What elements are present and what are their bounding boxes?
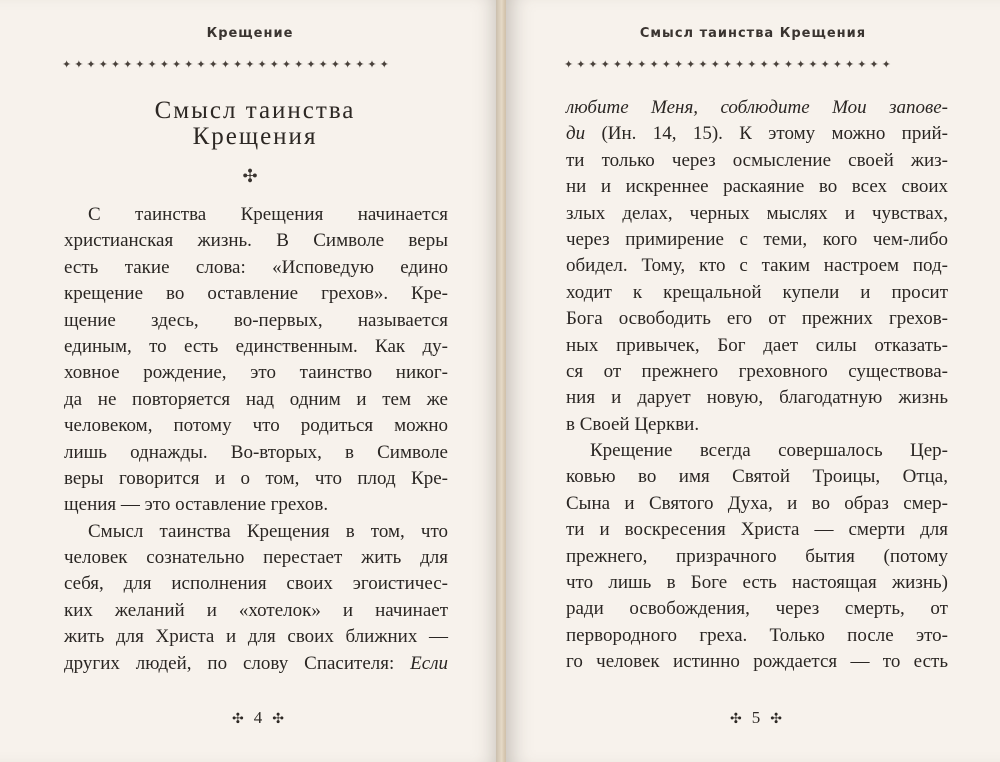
text-line-segment: других людей, по слову Спасителя:: [64, 652, 411, 674]
text-line: ховное рождение, это таинство никог-: [64, 362, 448, 384]
left-running-head: Крещение: [206, 26, 294, 41]
text-line-segment: (Ин. 14, 15). К этому можно прий-: [585, 123, 948, 145]
text-line: ходит к крещальной купели и просит: [566, 281, 948, 303]
text-line: человек сознательно перестает жить для: [64, 547, 448, 569]
text-line: жить для Христа и для своих ближних —: [64, 626, 448, 648]
text-line: есть такие слова: «Исповедую едино: [64, 256, 448, 278]
text-line: единым, то есть единственным. Как ду-: [64, 335, 448, 357]
text-line: лишь однажды. Во-вторых, в Символе: [64, 441, 448, 463]
text-line: ни и искреннее раскаяние во всех своих: [566, 176, 948, 198]
text-line: ких желаний и «хотелок» и начинает: [64, 599, 448, 621]
italic-quote-word: Если: [410, 652, 448, 674]
text-line: прежнего, призрачного бытия (потому: [566, 545, 948, 567]
right-page-text: [566, 95, 948, 676]
text-line: Смысл таинства Крещения в том, что: [88, 520, 448, 542]
italic-quote-word: ди: [566, 123, 586, 145]
text-line: через примирение с теми, кого чем-либо: [566, 228, 948, 250]
italic-quote-line: любите Меня, соблюдите Мои запове-: [566, 97, 948, 118]
text-line: первородного греха. Только после это-: [566, 624, 948, 646]
text-line: в Своей Церкви.: [566, 413, 700, 435]
folio-ornament-icon: ✣: [770, 712, 782, 727]
text-line: обидел. Тому, кто с таким настроем под-: [566, 255, 948, 277]
left-folio: [222, 708, 294, 728]
text-line: С таинства Крещения начинается: [88, 204, 448, 225]
left-ornament-rule: ✦✦✦✦✦✦✦✦✦✦✦✦✦✦✦✦✦✦✦✦✦✦✦✦✦✦✦: [62, 59, 392, 71]
chapter-title: [60, 96, 450, 149]
right-ornament-rule: ✦✦✦✦✦✦✦✦✦✦✦✦✦✦✦✦✦✦✦✦✦✦✦✦✦✦✦: [564, 59, 894, 71]
text-line: щение здесь, во-первых, называется: [64, 309, 448, 331]
text-line: [64, 651, 448, 677]
text-line: крещение во оставление грехов». Кре-: [64, 283, 448, 305]
text-line: Сына и Святого Духа, и во образ смер-: [566, 492, 948, 514]
text-line: го человек истинно рождается — то есть: [566, 651, 948, 673]
text-line: себя, для исполнения своих эгоистичес-: [64, 573, 448, 595]
text-line: [566, 95, 948, 121]
text-line: ради освобождения, через смерть, от: [566, 598, 948, 620]
text-line: Бога освободить его от прежних грехов-: [566, 308, 948, 330]
text-line: ния и дарует новую, благодатную жизнь: [566, 387, 948, 409]
right-running-head: Смысл таинства Крещения: [639, 26, 867, 41]
text-line: Крещение всегда совершалось Цер-: [590, 440, 948, 462]
text-line: [566, 121, 948, 147]
text-line: ти и воскресения Христа — смерти для: [566, 519, 948, 541]
text-line: ковью во имя Святой Троицы, Отца,: [566, 466, 948, 488]
text-line: человеком, потому что родиться можно: [64, 415, 448, 437]
chapter-title-line: Смысл таинства: [154, 97, 356, 124]
text-line: христианская жизнь. В Символе веры: [64, 230, 448, 252]
folio-ornament-icon: ✣: [272, 712, 284, 727]
page-number: 4: [253, 708, 263, 727]
right-folio: [720, 708, 792, 728]
left-page-text: [64, 202, 448, 677]
page-number: 5: [751, 708, 761, 727]
cross-ornament-icon: ✣: [242, 166, 258, 186]
text-line: что лишь в Боге есть настоящая жизнь): [566, 572, 948, 594]
text-line: веры говорится и о том, что плод Кре-: [64, 467, 448, 489]
folio-ornament-icon: ✣: [232, 712, 244, 727]
text-line: ся от прежнего греховного существова-: [566, 360, 948, 382]
text-line: ных привычек, Бог дает силы отказать-: [566, 334, 948, 356]
text-line: щения — это оставление грехов.: [64, 494, 329, 516]
chapter-title-line: Крещения: [192, 123, 318, 151]
folio-ornament-icon: ✣: [730, 712, 742, 727]
text-line: злых делах, черных мыслях и чувствах,: [566, 202, 948, 224]
text-line: да не повторяется над одним и тем же: [64, 388, 448, 410]
text-line: ти только через осмысление своей жиз-: [566, 149, 948, 171]
